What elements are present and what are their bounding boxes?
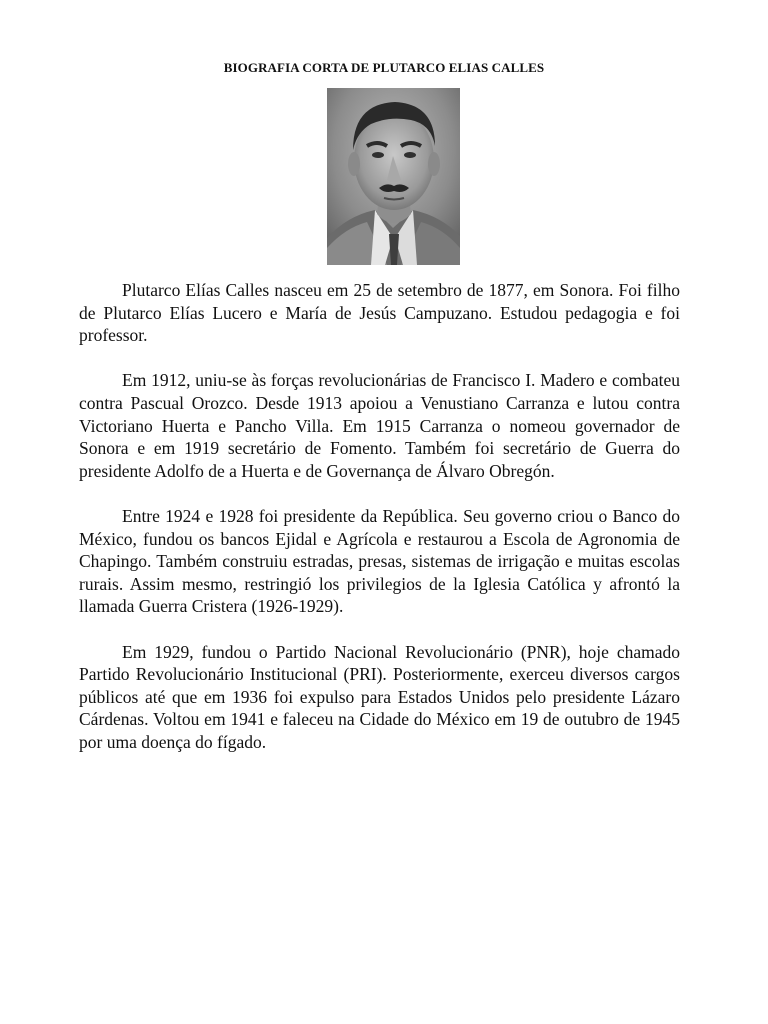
portrait-photo-icon — [327, 88, 460, 265]
biography-body — [79, 279, 680, 776]
portrait-photo — [327, 88, 460, 265]
paragraph-1: Plutarco Elías Calles nasceu em 25 de setembro de 1877, em Sonora. Foi filho de Plutarco Elías Lucero e María de Jesús Campuzano. Estudou pedagogia e foi professor. — [79, 280, 680, 346]
paragraph-4: Em 1929, fundou o Partido Nacional Revolucionário (PNR), hoje chamado Partido Revolucionário Institucional (PRI). Posteriormente, exerceu diversos cargos públicos até que em 1936 foi expulso para Estados Unidos pelo presidente Lázaro Cárdenas. Voltou em 1941 e faleceu na Cidade do México em 19 de outubro de 1945 por uma doença do fígado. — [79, 641, 680, 752]
paragraph-2: Em 1912, uniu-se às forças revolucionárias de Francisco I. Madero e combateu contra Pascual Orozco. Desde 1913 apoiou a Venustiano Carranza e lutou contra Victoriano Huerta e Pancho Villa. Em 1915 Carranza o nomeou governador de Sonora e em 1919 secretário de Fomento. Também foi secretário de Guerra do presidente Adolfo de a Huerta e de Governança de Álvaro Obregón. — [79, 370, 680, 481]
document-title: BIOGRAFIA CORTA DE PLUTARCO ELIAS CALLES — [223, 60, 545, 75]
paragraph-3: Entre 1924 e 1928 foi presidente da República. Seu governo criou o Banco do México, fundou os bancos Ejidal e Agrícola e restaurou a Escola de Agronomia de Chapingo. Também construiu estradas, presas, sistemas de irrigação e muitas escolas rurais. Assim mesmo, restringió los privilegios de la Iglesia Católica y afrontó la llamada Guerra Cristera (1926-1929). — [79, 505, 680, 617]
